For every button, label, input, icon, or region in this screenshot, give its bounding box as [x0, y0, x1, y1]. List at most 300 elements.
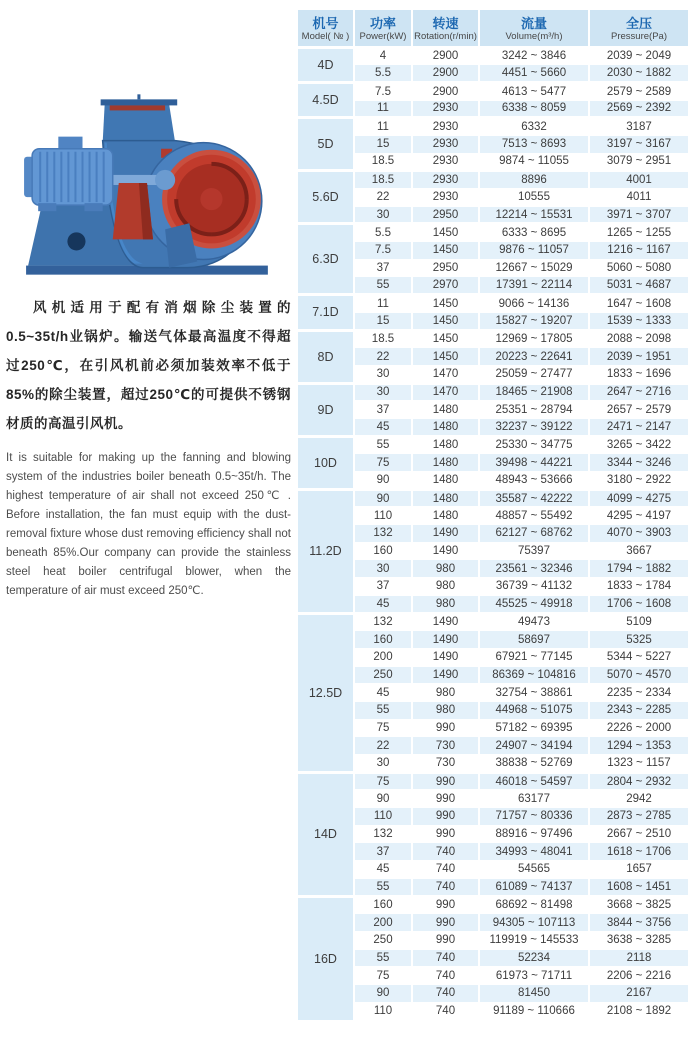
spec-cell: 91189 ~ 110666	[479, 1002, 589, 1020]
column-header-zh: 转速	[432, 16, 459, 32]
spec-cell: 75	[354, 454, 412, 472]
spec-cell: 3242 ~ 3846	[479, 47, 589, 65]
table-row	[297, 666, 688, 684]
spec-cell: 9066 ~ 14136	[479, 295, 589, 313]
spec-cell: 90	[354, 790, 412, 808]
spec-cell: 12667 ~ 15029	[479, 259, 589, 277]
spec-cell: 5325	[589, 631, 688, 649]
spec-cell: 990	[412, 772, 479, 790]
table-row	[297, 648, 688, 666]
spec-cell: 2950	[412, 259, 479, 277]
spec-cell: 1490	[412, 648, 479, 666]
spec-cell: 2930	[412, 171, 479, 189]
column-header-en: Power(kW)	[359, 31, 407, 43]
spec-cell: 740	[412, 843, 479, 861]
table-row	[297, 578, 688, 596]
spec-cell: 5344 ~ 5227	[589, 648, 688, 666]
spec-cell: 2930	[412, 118, 479, 136]
spec-cell: 90	[354, 984, 412, 1002]
model-cell: 10D	[297, 436, 354, 489]
spec-cell: 9876 ~ 11057	[479, 242, 589, 260]
spec-cell: 3197 ~ 3167	[589, 135, 688, 153]
model-cell: 16D	[297, 896, 354, 1020]
spec-cell: 1450	[412, 242, 479, 260]
spec-cell: 3079 ~ 2951	[589, 153, 688, 171]
spec-cell: 2088 ~ 2098	[589, 330, 688, 348]
spec-cell: 32237 ~ 39122	[479, 418, 589, 436]
spec-cell: 4001	[589, 171, 688, 189]
spec-cell: 5031 ~ 4687	[589, 277, 688, 295]
spec-cell: 3265 ~ 3422	[589, 436, 688, 454]
spec-cell: 35587 ~ 42222	[479, 489, 589, 507]
table-row	[297, 861, 688, 879]
spec-cell: 2942	[589, 790, 688, 808]
spec-cell: 3668 ~ 3825	[589, 896, 688, 914]
spec-cell: 3971 ~ 3707	[589, 206, 688, 224]
model-cell: 11.2D	[297, 489, 354, 613]
spec-cell: 6338 ~ 8059	[479, 100, 589, 118]
spec-cell: 740	[412, 967, 479, 985]
spec-cell: 740	[412, 878, 479, 896]
column-header-en: Rotation(r/min)	[414, 31, 477, 43]
spec-cell: 18.5	[354, 153, 412, 171]
spec-cell: 1490	[412, 631, 479, 649]
spec-cell: 3638 ~ 3285	[589, 931, 688, 949]
column-header-en: Model( № )	[301, 31, 350, 43]
table-row	[297, 365, 688, 383]
column-header-en: Volume(m³/h)	[505, 31, 563, 43]
spec-cell: 2167	[589, 984, 688, 1002]
spec-cell: 160	[354, 896, 412, 914]
table-row	[297, 65, 688, 83]
spec-cell: 1490	[412, 613, 479, 631]
spec-cell: 25330 ~ 34775	[479, 436, 589, 454]
spec-cell: 740	[412, 861, 479, 879]
spec-cell: 55	[354, 949, 412, 967]
spec-cell: 9874 ~ 11055	[479, 153, 589, 171]
spec-cell: 980	[412, 560, 479, 578]
spec-cell: 1480	[412, 489, 479, 507]
spec-cell: 1833 ~ 1784	[589, 578, 688, 596]
spec-table-body	[297, 47, 688, 1020]
spec-cell: 45	[354, 418, 412, 436]
spec-cell: 200	[354, 914, 412, 932]
spec-cell: 1480	[412, 472, 479, 490]
spec-cell: 61973 ~ 71711	[479, 967, 589, 985]
column-header-zh: 功率	[369, 16, 396, 32]
spec-cell: 55	[354, 701, 412, 719]
table-row	[297, 931, 688, 949]
spec-cell: 4011	[589, 189, 688, 207]
spec-cell: 6333 ~ 8695	[479, 224, 589, 242]
spec-cell: 49473	[479, 613, 589, 631]
table-row	[297, 719, 688, 737]
spec-cell: 37	[354, 259, 412, 277]
spec-cell: 17391 ~ 22114	[479, 277, 589, 295]
table-row	[297, 984, 688, 1002]
spec-cell: 5109	[589, 613, 688, 631]
model-cell: 14D	[297, 772, 354, 896]
spec-cell: 980	[412, 701, 479, 719]
spec-cell: 2039 ~ 2049	[589, 47, 688, 65]
spec-cell: 990	[412, 825, 479, 843]
spec-cell: 7513 ~ 8693	[479, 135, 589, 153]
spec-cell: 37	[354, 578, 412, 596]
spec-cell: 3844 ~ 3756	[589, 914, 688, 932]
spec-cell: 15	[354, 135, 412, 153]
spec-cell: 990	[412, 896, 479, 914]
model-cell: 12.5D	[297, 613, 354, 772]
spec-cell: 2108 ~ 1892	[589, 1002, 688, 1020]
table-row	[297, 825, 688, 843]
spec-cell: 52234	[479, 949, 589, 967]
spec-cell: 37	[354, 843, 412, 861]
spec-cell: 20223 ~ 22641	[479, 348, 589, 366]
spec-cell: 12969 ~ 17805	[479, 330, 589, 348]
fan-product-image	[14, 90, 286, 282]
spec-cell: 45	[354, 595, 412, 613]
table-row	[297, 100, 688, 118]
spec-cell: 55	[354, 436, 412, 454]
spec-cell: 23561 ~ 32346	[479, 560, 589, 578]
spec-cell: 18465 ~ 21908	[479, 383, 589, 401]
table-row	[297, 613, 688, 631]
spec-cell: 2579 ~ 2589	[589, 82, 688, 100]
spec-cell: 48857 ~ 55492	[479, 507, 589, 525]
table-row	[297, 878, 688, 896]
spec-cell: 11	[354, 100, 412, 118]
spec-cell: 2471 ~ 2147	[589, 418, 688, 436]
table-row	[297, 472, 688, 490]
spec-cell: 4295 ~ 4197	[589, 507, 688, 525]
table-row	[297, 489, 688, 507]
table-row	[297, 277, 688, 295]
column-header-zh: 流量	[520, 16, 547, 32]
spec-cell: 61089 ~ 74137	[479, 878, 589, 896]
spec-cell: 6332	[479, 118, 589, 136]
spec-cell: 55	[354, 277, 412, 295]
column-header-en: Pressure(Pa)	[611, 31, 667, 43]
spec-cell: 2873 ~ 2785	[589, 808, 688, 826]
spec-cell: 1539 ~ 1333	[589, 312, 688, 330]
spec-cell: 25059 ~ 27477	[479, 365, 589, 383]
spec-cell: 62127 ~ 68762	[479, 525, 589, 543]
spec-cell: 1450	[412, 295, 479, 313]
table-row	[297, 436, 688, 454]
table-row	[297, 1002, 688, 1020]
table-row	[297, 206, 688, 224]
spec-cell: 990	[412, 931, 479, 949]
spec-cell: 4099 ~ 4275	[589, 489, 688, 507]
spec-cell: 3180 ~ 2922	[589, 472, 688, 490]
spec-cell: 2030 ~ 1882	[589, 65, 688, 83]
spec-cell: 2900	[412, 47, 479, 65]
spec-cell: 110	[354, 1002, 412, 1020]
spec-cell: 75	[354, 772, 412, 790]
table-row	[297, 295, 688, 313]
spec-cell: 740	[412, 1002, 479, 1020]
spec-cell: 2930	[412, 189, 479, 207]
table-row	[297, 808, 688, 826]
table-row	[297, 153, 688, 171]
spec-cell: 2206 ~ 2216	[589, 967, 688, 985]
column-header-4	[589, 10, 688, 47]
spec-cell: 740	[412, 949, 479, 967]
spec-cell: 1470	[412, 365, 479, 383]
spec-cell: 75	[354, 719, 412, 737]
spec-cell: 4	[354, 47, 412, 65]
table-row	[297, 348, 688, 366]
spec-cell: 88916 ~ 97496	[479, 825, 589, 843]
spec-cell: 54565	[479, 861, 589, 879]
spec-cell: 30	[354, 383, 412, 401]
spec-cell: 75397	[479, 542, 589, 560]
spec-cell: 94305 ~ 107113	[479, 914, 589, 932]
spec-cell: 990	[412, 808, 479, 826]
spec-cell: 86369 ~ 104816	[479, 666, 589, 684]
spec-cell: 1480	[412, 401, 479, 419]
spec-cell: 132	[354, 825, 412, 843]
table-row	[297, 454, 688, 472]
table-row	[297, 949, 688, 967]
spec-cell: 2569 ~ 2392	[589, 100, 688, 118]
table-row	[297, 189, 688, 207]
column-header-1	[354, 10, 412, 47]
spec-cell: 132	[354, 613, 412, 631]
model-cell: 4D	[297, 47, 354, 82]
table-row	[297, 755, 688, 773]
spec-cell: 38838 ~ 52769	[479, 755, 589, 773]
spec-cell: 1794 ~ 1882	[589, 560, 688, 578]
table-row	[297, 47, 688, 65]
spec-cell: 1480	[412, 454, 479, 472]
spec-cell: 2657 ~ 2579	[589, 401, 688, 419]
spec-cell: 45	[354, 861, 412, 879]
spec-cell: 1470	[412, 383, 479, 401]
spec-cell: 730	[412, 737, 479, 755]
spec-cell: 48943 ~ 53666	[479, 472, 589, 490]
spec-cell: 1480	[412, 436, 479, 454]
spec-cell: 44968 ~ 51075	[479, 701, 589, 719]
spec-cell: 1450	[412, 348, 479, 366]
spec-cell: 25351 ~ 28794	[479, 401, 589, 419]
spec-cell: 2900	[412, 82, 479, 100]
spec-cell: 5060 ~ 5080	[589, 259, 688, 277]
spec-cell: 2950	[412, 206, 479, 224]
spec-cell: 55	[354, 878, 412, 896]
spec-cell: 4070 ~ 3903	[589, 525, 688, 543]
column-header-zh: 机号	[312, 16, 339, 32]
spec-cell: 36739 ~ 41132	[479, 578, 589, 596]
table-row	[297, 507, 688, 525]
model-cell: 8D	[297, 330, 354, 383]
table-row	[297, 259, 688, 277]
spec-cell: 1450	[412, 312, 479, 330]
spec-cell: 15	[354, 312, 412, 330]
spec-cell: 4451 ~ 5660	[479, 65, 589, 83]
spec-cell: 2804 ~ 2932	[589, 772, 688, 790]
spec-cell: 22	[354, 737, 412, 755]
spec-cell: 730	[412, 755, 479, 773]
model-cell: 5D	[297, 118, 354, 171]
table-row	[297, 171, 688, 189]
spec-cell: 71757 ~ 80336	[479, 808, 589, 826]
spec-cell: 1323 ~ 1157	[589, 755, 688, 773]
spec-cell: 110	[354, 507, 412, 525]
spec-cell: 75	[354, 967, 412, 985]
spec-cell: 34993 ~ 48041	[479, 843, 589, 861]
column-header-2	[412, 10, 479, 47]
spec-cell: 90	[354, 489, 412, 507]
spec-cell: 2667 ~ 2510	[589, 825, 688, 843]
column-header-0	[297, 10, 354, 47]
table-row	[297, 701, 688, 719]
spec-cell: 1490	[412, 666, 479, 684]
centrifugal-fan-illustration	[14, 90, 286, 282]
spec-cell: 160	[354, 542, 412, 560]
spec-cell: 22	[354, 189, 412, 207]
spec-cell: 11	[354, 295, 412, 313]
spec-cell: 58697	[479, 631, 589, 649]
spec-cell: 2900	[412, 65, 479, 83]
spec-cell: 45525 ~ 49918	[479, 595, 589, 613]
spec-cell: 980	[412, 684, 479, 702]
spec-cell: 980	[412, 578, 479, 596]
table-row	[297, 118, 688, 136]
spec-cell: 30	[354, 365, 412, 383]
spec-cell: 2343 ~ 2285	[589, 701, 688, 719]
table-row	[297, 542, 688, 560]
table-row	[297, 595, 688, 613]
spec-cell: 132	[354, 525, 412, 543]
spec-cell: 8896	[479, 171, 589, 189]
spec-cell: 63177	[479, 790, 589, 808]
spec-table-header	[297, 10, 688, 47]
spec-cell: 67921 ~ 77145	[479, 648, 589, 666]
spec-cell: 1608 ~ 1451	[589, 878, 688, 896]
table-row	[297, 560, 688, 578]
table-row	[297, 135, 688, 153]
spec-cell: 1480	[412, 418, 479, 436]
spec-cell: 1657	[589, 861, 688, 879]
spec-cell: 5070 ~ 4570	[589, 666, 688, 684]
spec-cell: 10555	[479, 189, 589, 207]
column-header-3	[479, 10, 589, 47]
spec-cell: 110	[354, 808, 412, 826]
spec-cell: 68692 ~ 81498	[479, 896, 589, 914]
spec-cell: 1265 ~ 1255	[589, 224, 688, 242]
spec-cell: 200	[354, 648, 412, 666]
spec-cell: 160	[354, 631, 412, 649]
table-row	[297, 684, 688, 702]
table-row	[297, 631, 688, 649]
spec-cell: 119919 ~ 145533	[479, 931, 589, 949]
table-row	[297, 312, 688, 330]
spec-cell: 2970	[412, 277, 479, 295]
model-cell: 9D	[297, 383, 354, 436]
spec-cell: 2235 ~ 2334	[589, 684, 688, 702]
spec-cell: 250	[354, 666, 412, 684]
spec-cell: 980	[412, 595, 479, 613]
spec-cell: 2930	[412, 135, 479, 153]
model-cell: 7.1D	[297, 295, 354, 330]
spec-cell: 1618 ~ 1706	[589, 843, 688, 861]
spec-cell: 3667	[589, 542, 688, 560]
spec-cell: 30	[354, 755, 412, 773]
spec-cell: 7.5	[354, 82, 412, 100]
spec-cell: 12214 ~ 15531	[479, 206, 589, 224]
spec-cell: 1294 ~ 1353	[589, 737, 688, 755]
spec-cell: 1216 ~ 1167	[589, 242, 688, 260]
spec-cell: 1450	[412, 224, 479, 242]
spec-cell: 39498 ~ 44221	[479, 454, 589, 472]
table-row	[297, 772, 688, 790]
spec-cell: 90	[354, 472, 412, 490]
model-cell: 6.3D	[297, 224, 354, 295]
spec-cell: 1647 ~ 1608	[589, 295, 688, 313]
spec-cell: 81450	[479, 984, 589, 1002]
table-row	[297, 967, 688, 985]
model-cell: 4.5D	[297, 82, 354, 117]
spec-cell: 15827 ~ 19207	[479, 312, 589, 330]
spec-cell: 30	[354, 206, 412, 224]
table-row	[297, 843, 688, 861]
spec-cell: 45	[354, 684, 412, 702]
spec-cell: 18.5	[354, 171, 412, 189]
table-row	[297, 896, 688, 914]
spec-cell: 990	[412, 790, 479, 808]
spec-cell: 3187	[589, 118, 688, 136]
spec-cell: 11	[354, 118, 412, 136]
table-row	[297, 525, 688, 543]
english-description: It is suitable for making up the fanning and blowing system of the industries boiler beneath 0.5~35t/h. The highest temperature of air shall not exceed 250℃ . Before installation, the fan must equip with the dust-removal fixture whose dust removing efficiency shall not beneath 85%.Our company can provide the stainless steel heat boiler centrifugal blower, when the temperature of air must exceed 250℃.	[6, 452, 291, 597]
spec-cell: 2118	[589, 949, 688, 967]
spec-cell: 46018 ~ 54597	[479, 772, 589, 790]
table-row	[297, 401, 688, 419]
spec-cell: 1450	[412, 330, 479, 348]
spec-cell: 18.5	[354, 330, 412, 348]
fan-spec-table	[296, 10, 688, 1020]
spec-cell: 7.5	[354, 242, 412, 260]
spec-cell: 1706 ~ 1608	[589, 595, 688, 613]
spec-cell: 250	[354, 931, 412, 949]
spec-cell: 57182 ~ 69395	[479, 719, 589, 737]
spec-cell: 2930	[412, 100, 479, 118]
spec-cell: 5.5	[354, 224, 412, 242]
spec-cell: 22	[354, 348, 412, 366]
chinese-description: 风机适用于配有消烟除尘装置的0.5~35t/h业锅炉。输送气体最高温度不得超过250℃，在引风机前必须加装效率不低于85%的除尘装置，超过250℃的可提供不锈钢材质的高温引风机。	[6, 300, 291, 431]
spec-cell: 1490	[412, 525, 479, 543]
table-row	[297, 330, 688, 348]
table-row	[297, 418, 688, 436]
spec-cell: 1480	[412, 507, 479, 525]
table-row	[297, 914, 688, 932]
spec-cell: 990	[412, 914, 479, 932]
spec-cell: 3344 ~ 3246	[589, 454, 688, 472]
spec-cell: 990	[412, 719, 479, 737]
table-row	[297, 383, 688, 401]
table-row	[297, 790, 688, 808]
spec-cell: 5.5	[354, 65, 412, 83]
spec-cell: 30	[354, 560, 412, 578]
spec-cell: 2226 ~ 2000	[589, 719, 688, 737]
spec-cell: 37	[354, 401, 412, 419]
table-row	[297, 242, 688, 260]
table-row	[297, 82, 688, 100]
spec-cell: 1833 ~ 1696	[589, 365, 688, 383]
spec-cell: 1490	[412, 542, 479, 560]
spec-cell: 2647 ~ 2716	[589, 383, 688, 401]
